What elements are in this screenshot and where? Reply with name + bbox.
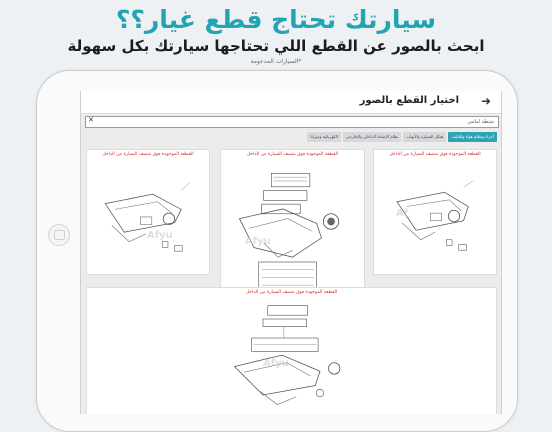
card-title: القطعة الموجودة فوق متصف السيارة من الداخل bbox=[102, 152, 194, 157]
search-input[interactable] bbox=[96, 117, 496, 127]
promo-footnote: *السيارات المدعومة bbox=[250, 58, 302, 65]
category-chips bbox=[307, 132, 497, 142]
page-title: اختيار القطع بالصور bbox=[359, 95, 459, 106]
app-screen bbox=[80, 91, 502, 414]
card-title: القطعة الموجودة فوق متصف السيارة من الداخل bbox=[389, 152, 481, 157]
card-title: القطعة الموجودة فوق متصف السيارة من الداخل bbox=[246, 152, 339, 157]
home-square-icon bbox=[54, 230, 65, 240]
part-card[interactable]: القطعة الموجودة فوق متصف السيارة من الداخل Afyu bbox=[86, 287, 497, 414]
part-card[interactable]: القطعة الموجودة فوق متصف السيارة من الداخل Af bbox=[373, 149, 497, 275]
chip-ac-system[interactable]: أجزاء ونظام هواء والتكيف bbox=[448, 132, 497, 142]
promo-subline: ابحث بالصور عن القطع اللي تحتاجها سيارتك بكل سهولة bbox=[67, 37, 485, 55]
part-card[interactable]: القطعة الموجودة فوق متصف السيارة من الداخل Afyu bbox=[220, 149, 365, 367]
part-card[interactable]: القطعة الموجودة فوق متصف السيارة من الداخل Afyu bbox=[86, 149, 210, 275]
card-title: القطعة الموجودة فوق متصف السيارة من الداخل bbox=[245, 290, 338, 295]
search-bar bbox=[85, 116, 499, 128]
part-diagram-image bbox=[91, 162, 205, 270]
arrow-back-icon[interactable]: ➜ bbox=[480, 94, 491, 108]
promo-headline: سيارتك تحتاج قطع غيار؟؟ bbox=[115, 5, 437, 34]
chip-lighting[interactable]: نظام الإضاءة الداخلي والخارجي bbox=[343, 132, 401, 142]
chip-body-doors[interactable]: هيكل السيارة والأبواب bbox=[403, 132, 446, 142]
home-button[interactable] bbox=[48, 224, 70, 246]
close-icon[interactable]: ✕ bbox=[88, 116, 94, 124]
chip-electrical[interactable]: الكهربائية وميرايا bbox=[307, 132, 341, 142]
app-header bbox=[81, 91, 501, 114]
part-diagram-image bbox=[222, 300, 361, 414]
